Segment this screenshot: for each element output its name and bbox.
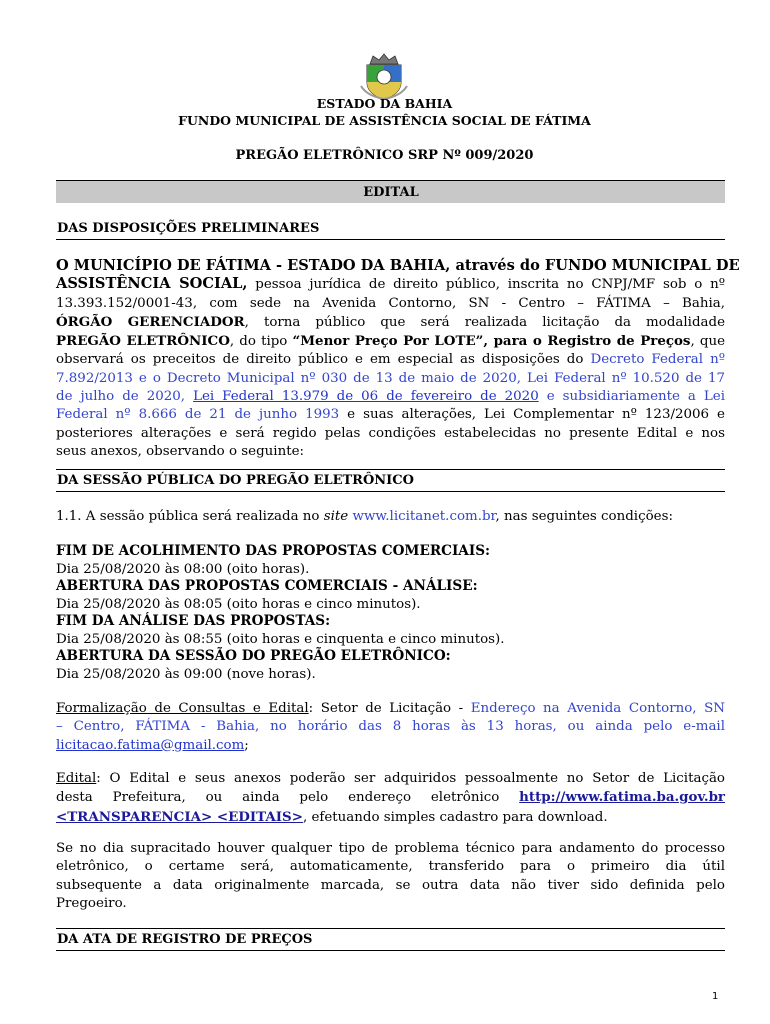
fatima-site-link[interactable]: http://www.fatima.ba.gov.br <box>519 789 725 806</box>
intro-line-11: seus anexos, observando o seguinte: <box>56 443 305 459</box>
intro-line-9: e suas alterações, Lei Complementar nº 123/2006 e <box>339 407 725 423</box>
problema-line-2: eletrônico, o certame será, automaticamente, transferido para o primeiro dia útil <box>56 859 725 875</box>
law-8666-link[interactable]: Federal nº 8.666 de 21 de junho 1993 <box>56 407 340 423</box>
preliminares-heading: DAS DISPOSIÇÕES PRELIMINARES <box>56 220 725 240</box>
problema-paragraph <box>56 840 725 913</box>
intro-line-7[interactable]: 7.892/2013 e o Decreto Municipal nº 030 de 13 de maio de 2020, Lei Federal nº 10.520 de 17 <box>56 370 725 386</box>
intro-line-8-end[interactable]: e subsidiariamente a Lei <box>538 389 725 405</box>
intro-line-5-end: , que <box>690 334 725 350</box>
licitanet-link[interactable]: www.licitanet.com.br <box>348 509 496 524</box>
intro-line-5: , do tipo <box>229 334 293 350</box>
schedule-title-2: ABERTURA DAS PROPOSTAS COMERCIAIS - ANÁLISE: <box>56 578 478 594</box>
consultas-end: ; <box>244 737 249 753</box>
transparencia-link[interactable]: <TRANSPARENCIA> <EDITAIS> <box>56 808 303 825</box>
intro-modality: PREGÃO ELETRÔNICO <box>56 333 230 350</box>
edital-line-3: , efetuando simples cadastro para download. <box>302 809 608 825</box>
edital-label: Edital <box>56 771 97 786</box>
schedule-text-4: Dia 25/08/2020 às 09:00 (nove horas). <box>56 666 316 682</box>
edital-line-1: : O Edital e seus anexos poderão ser adquiridos pessoalmente no Setor de Licitação <box>96 771 725 786</box>
consultas-label: Formalização de Consultas e Edital <box>56 701 309 716</box>
intro-line-8[interactable]: de julho de 2020, <box>56 389 194 405</box>
intro-line-4: , torna público que será realizada licitação da modalidade <box>244 314 725 330</box>
decree-link[interactable]: Decreto Federal nº <box>590 352 725 368</box>
session-paragraph <box>56 508 725 526</box>
edital-paragraph <box>56 770 725 827</box>
session-site-word: site <box>323 509 349 524</box>
ata-heading: DA ATA DE REGISTRO DE PREÇOS <box>56 928 725 951</box>
schedule-title-1: FIM DE ACOLHIMENTO DAS PROPOSTAS COMERCIAIS: <box>56 543 491 559</box>
schedule-title-3: FIM DA ANÁLISE DAS PROPOSTAS: <box>56 613 331 629</box>
fund-title: FUNDO MUNICIPAL DE ASSISTÊNCIA SOCIAL DE FÁTIMA <box>178 113 591 128</box>
schedule-text-1: Dia 25/08/2020 às 08:00 (oito horas). <box>56 561 310 577</box>
sessao-heading: DA SESSÃO PÚBLICA DO PREGÃO ELETRÔNICO <box>56 469 725 492</box>
schedule <box>56 543 725 683</box>
problema-line-3: subsequente a data originalmente marcada, se outra data não tiver sido definida pelo <box>56 877 725 893</box>
intro-paragraph <box>56 257 740 461</box>
intro-line-2: pessoa jurídica de direito público, inscrita no CNPJ/MF sob o nº <box>247 277 725 293</box>
consultas-line-2: – Centro, FÁTIMA - Bahia, no horário das 8 horas às 13 horas, ou ainda pelo e-mail <box>56 719 725 735</box>
edital-line-2: desta Prefeitura, ou ainda pelo endereço eletrônico <box>56 790 520 806</box>
page-number: 1 <box>712 991 719 1002</box>
municipal-crest-icon <box>359 52 409 100</box>
schedule-text-2: Dia 25/08/2020 às 08:05 (oito horas e cinco minutos). <box>56 596 421 612</box>
address-text: Endereço na Avenida Contorno, SN <box>470 701 725 716</box>
email-link[interactable]: licitacao.fatima@gmail.com <box>56 737 245 753</box>
schedule-title-4: ABERTURA DA SESSÃO DO PREGÃO ELETRÔNICO: <box>56 648 451 664</box>
state-title: ESTADO DA BAHIA <box>316 96 453 111</box>
consultas-paragraph <box>56 700 725 755</box>
process-title: PREGÃO ELETRÔNICO SRP Nº 009/2020 <box>235 148 534 163</box>
problema-line-4: Pregoeiro. <box>56 895 127 911</box>
session-intro-end: , nas seguintes condições: <box>495 509 673 524</box>
intro-line-10: posteriores alterações e será regido pelas condições estabelecidas no presente Edital e nos <box>56 425 725 441</box>
edital-heading <box>56 180 725 203</box>
intro-fund-name: ASSISTÊNCIA SOCIAL, <box>56 275 248 293</box>
intro-orgao: ÓRGÃO GERENCIADOR <box>56 313 245 330</box>
intro-type: “Menor Preço Por LOTE”, para o Registro de Preços <box>292 333 691 350</box>
intro-line-1: O MUNICÍPIO DE FÁTIMA - ESTADO DA BAHIA, através do FUNDO MUNICIPAL DE <box>56 257 740 274</box>
intro-line-3: 13.393.152/0001-43, com sede na Avenida Contorno, SN - Centro – FÁTIMA – Bahia, <box>56 295 725 311</box>
law-13979-link[interactable]: Lei Federal 13.979 de 06 de fevereiro de 2020 <box>193 389 539 405</box>
consultas-line-1: : Setor de Licitação - <box>308 701 471 716</box>
intro-line-6: observará os preceitos de direito público e em especial as disposições do <box>56 352 591 368</box>
session-intro: 1.1. A sessão pública será realizada no <box>56 509 324 524</box>
schedule-text-3: Dia 25/08/2020 às 08:55 (oito horas e cinquenta e cinco minutos). <box>56 631 505 647</box>
edital-heading-label: EDITAL <box>363 185 419 200</box>
problema-line-1: Se no dia supracitado houver qualquer tipo de problema técnico para andamento do processo <box>56 841 725 856</box>
